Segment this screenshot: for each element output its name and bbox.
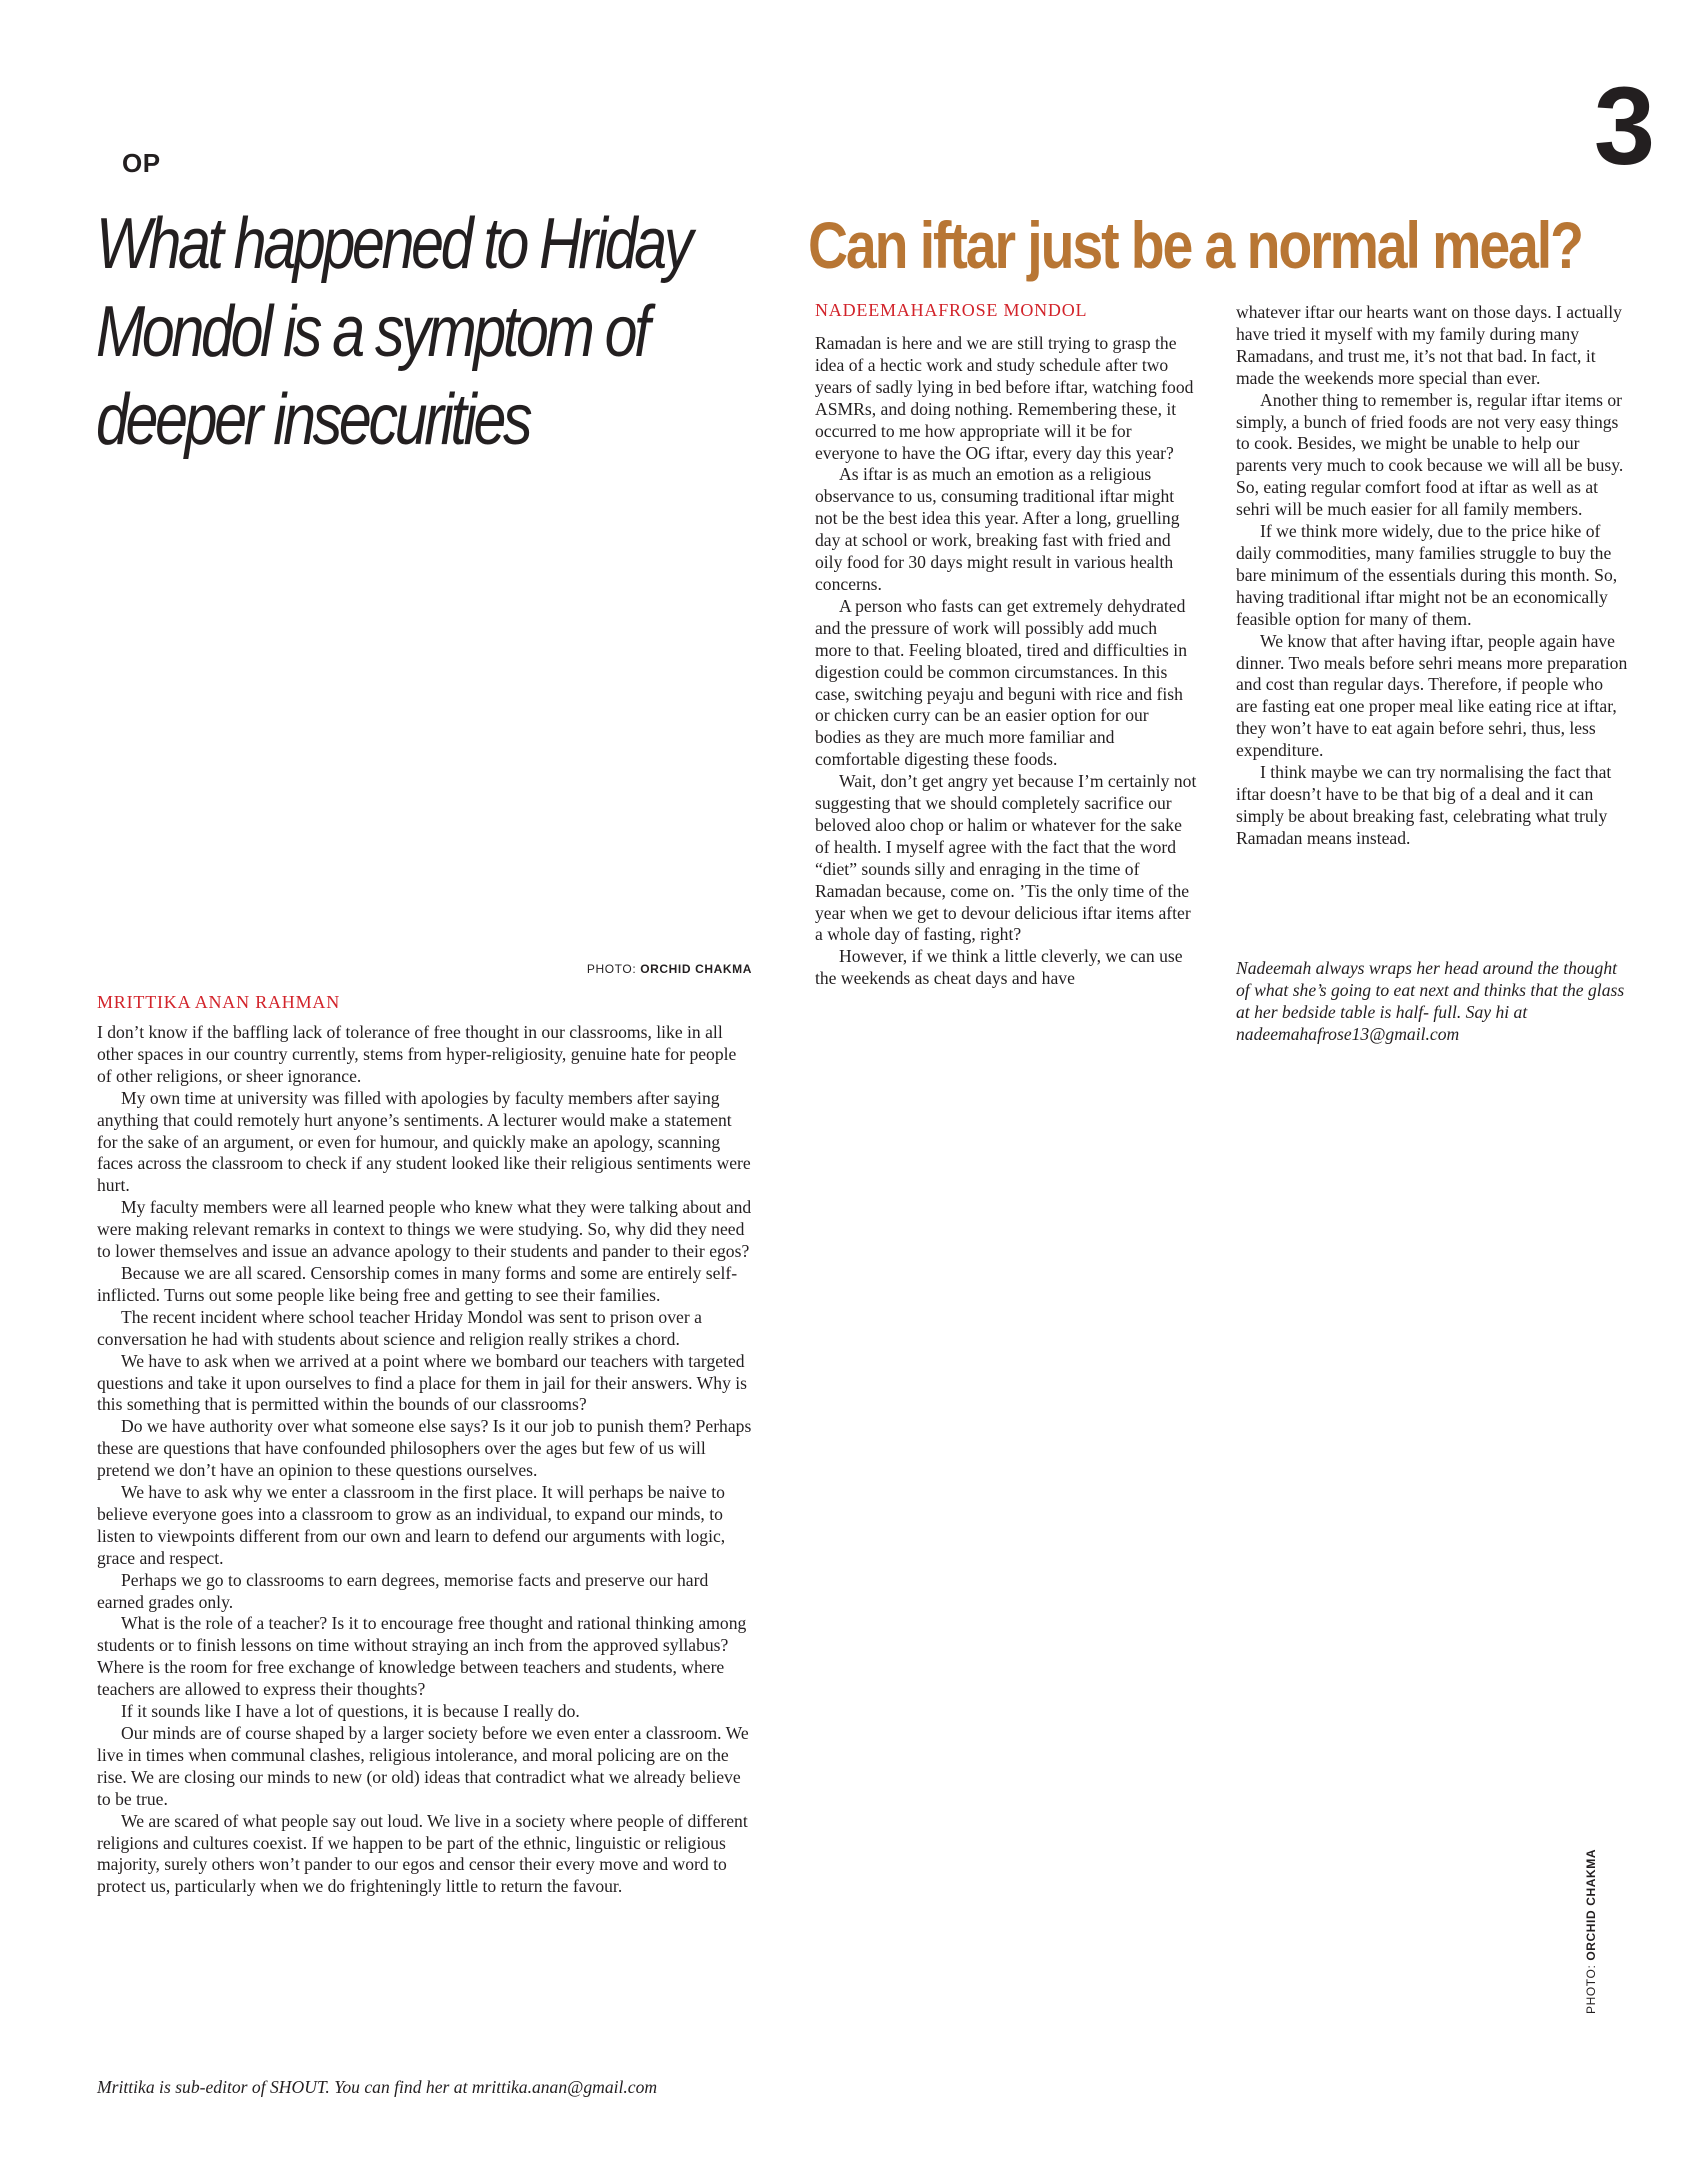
right-article-tagline: Nadeemah always wraps her head around the thought of what she’s going to eat next and thinks that the glass at her bedside table is half- full. Say hi at nadeemahafrose13@gmail.com <box>1236 958 1625 1044</box>
paragraph: As iftar is as much an emotion as a religious observance to us, consuming traditional iftar might not be the best idea this year. After a long, gruelling day at school or work, breaking fast with fried and oily food for 30 days might result in various health concerns. <box>815 464 1180 594</box>
paragraph: A person who fasts can get extremely dehydrated and the pressure of work will possibly add much more to that. Feeling bloated, tired and difficulties in digestion could be common circumstances. In this case, switching peyaju and beguni with rice and fish or chicken curry can be an easier option for our bodies as they are much more familiar and comfortable digesting these foods. <box>815 595 1187 770</box>
photo-credit-label: PHOTO: <box>1584 1964 1598 2014</box>
right-article-column-2 <box>1236 302 1628 850</box>
paragraph: My faculty members were all learned people who knew what they were talking about and were making relevant remarks in context to things we were studying. So, why did they need to lower themselves and issue an advance apology to their students and pander to their egos? <box>97 1197 752 1262</box>
paragraph: We are scared of what people say out loud. We live in a society where people of different religions and cultures coexist. If we happen to be part of the ethnic, linguistic or religious majority, surely others won’t pander to our egos and censor their every move and word to protect us, particularly when we do frighteningly little to return the favour. <box>97 1810 748 1897</box>
section-tag: OP <box>122 148 161 178</box>
photo-credit-name: ORCHID CHAKMA <box>1584 1848 1598 1961</box>
paragraph: Another thing to remember is, regular iftar items or simply, a bunch of fried foods are not very easy things to cook. Besides, we might be unable to help our parents very much to cook because we will all be busy. So, eating regular comfort food at iftar as well as at sehri will be much easier for all family members. <box>1236 389 1624 520</box>
right-article-column-1 <box>815 333 1197 990</box>
paragraph: I think maybe we can try normalising the fact that iftar doesn’t have to be that big of a deal and it can simply be about breaking fast, celebrating what truly Ramadan means instead. <box>1236 762 1612 848</box>
paragraph: If it sounds like I have a lot of questions, it is because I really do. <box>121 1701 580 1722</box>
paragraph: We have to ask when we arrived at a point where we bombard our teachers with targeted questions and take it upon ourselves to find a place for them in jail for their answers. Why is this something that is permitted within the bounds of our classrooms? <box>97 1350 747 1415</box>
right-photo-credit <box>1584 1849 1598 2014</box>
paragraph: Because we are all scared. Censorship comes in many forms and some are entirely self-inflicted. Turns out some people like being free and getting to see their families. <box>97 1262 738 1305</box>
paragraph: My own time at university was filled with apologies by faculty members after saying anything that could remotely hurt anyone’s sentiments. A lecturer would make a statement for the sake of an argument, or even for humour, and quickly make an apology, scanning faces across the classroom to check if any student looked like their religious sentiments were hurt. <box>97 1087 751 1196</box>
paragraph: I don’t know if the baffling lack of tolerance of free thought in our classrooms, like in all other spaces in our country currently, stems from hyper-religiosity, genuine hate for people of other religions, or sheer ignorance. <box>97 1022 737 1086</box>
paragraph: Wait, don’t get angry yet because I’m certainly not suggesting that we should completely sacrifice our beloved aloo chop or halim or whatever for the sake of health. I myself agree with the fact that the word “diet” sounds silly and enraging in the time of Ramadan because, come on. ’Tis the only time of the year when we get to devour delicious iftar items after a whole day of fasting, right? <box>815 771 1197 945</box>
left-article-headline: What happened to Hriday Mondol is a symptom of deeper insecurities <box>96 204 691 460</box>
photo-credit-label: PHOTO: <box>586 962 637 976</box>
photo-credit-name: ORCHID CHAKMA <box>640 962 752 976</box>
left-article-byline: MRITTIKA ANAN RAHMAN <box>97 992 341 1012</box>
paragraph: The recent incident where school teacher Hriday Mondol was sent to prison over a conversation he had with students about science and religion really strikes a chord. <box>97 1306 702 1349</box>
right-article-headline: Can iftar just be a normal meal? <box>808 208 1582 282</box>
left-article-tagline: Mrittika is sub-editor of SHOUT. You can find her at mrittika.anan@gmail.com <box>97 2077 658 2097</box>
paragraph: We know that after having iftar, people again have dinner. Two meals before sehri means more preparation and cost than regular days. Therefore, if people who are fasting eat one proper meal like eating rice at iftar, they won’t have to eat again before sehri, thus, less expenditure. <box>1236 630 1628 761</box>
paragraph: Our minds are of course shaped by a larger society before we even enter a classroom. We live in times when communal clashes, religious intolerance, and moral policing are on the rise. We are closing our minds to new (or old) ideas that contradict what we already believe to be true. <box>97 1723 749 1809</box>
paragraph: What is the role of a teacher? Is it to encourage free thought and rational thinking among students or to finish lessons on time without straying an inch from the approved syllabus? Where is the room for free exchange of knowledge between teachers and students, where teachers are allowed to express their thoughts? <box>97 1613 747 1700</box>
paragraph: We have to ask why we enter a classroom in the first place. It will perhaps be naive to believe everyone goes into a classroom to grow as an individual, to expand our minds, to listen to viewpoints different from our own and learn to defend our arguments with logic, grace and respect. <box>97 1482 726 1568</box>
paragraph: whatever iftar our hearts want on those days. I actually have tried it myself with my family during many Ramadans, and trust me, it’s not that bad. In fact, it made the weekends more special than ever. <box>1236 302 1622 388</box>
paragraph: If we think more widely, due to the price hike of daily commodities, many families struggle to buy the bare minimum of the essentials during this month. So, having traditional iftar might not be an economically feasible option for many of them. <box>1236 521 1618 629</box>
paragraph: Ramadan is here and we are still trying to grasp the idea of a hectic work and study schedule after two years of sadly lying in bed before iftar, watching food ASMRs, and doing nothing. Remembering these, it occurred to me how appropriate will it be for everyone to have the OG iftar, every day this year? <box>815 333 1194 463</box>
paragraph: Do we have authority over what someone else says? Is it our job to punish them? Perhaps these are questions that have confounded philosophers over the ages but few of us will pretend we don’t have an opinion to these questions ourselves. <box>97 1416 752 1481</box>
page-number: 3 <box>1593 65 1655 188</box>
left-article-body <box>97 1022 752 1898</box>
right-article-byline: NADEEMAHAFROSE MONDOL <box>815 300 1088 320</box>
paragraph: However, if we think a little cleverly, we can use the weekends as cheat days and have <box>815 946 1183 989</box>
paragraph: Perhaps we go to classrooms to earn degrees, memorise facts and preserve our hard earned grades only. <box>97 1569 709 1612</box>
left-photo-credit <box>420 962 752 976</box>
